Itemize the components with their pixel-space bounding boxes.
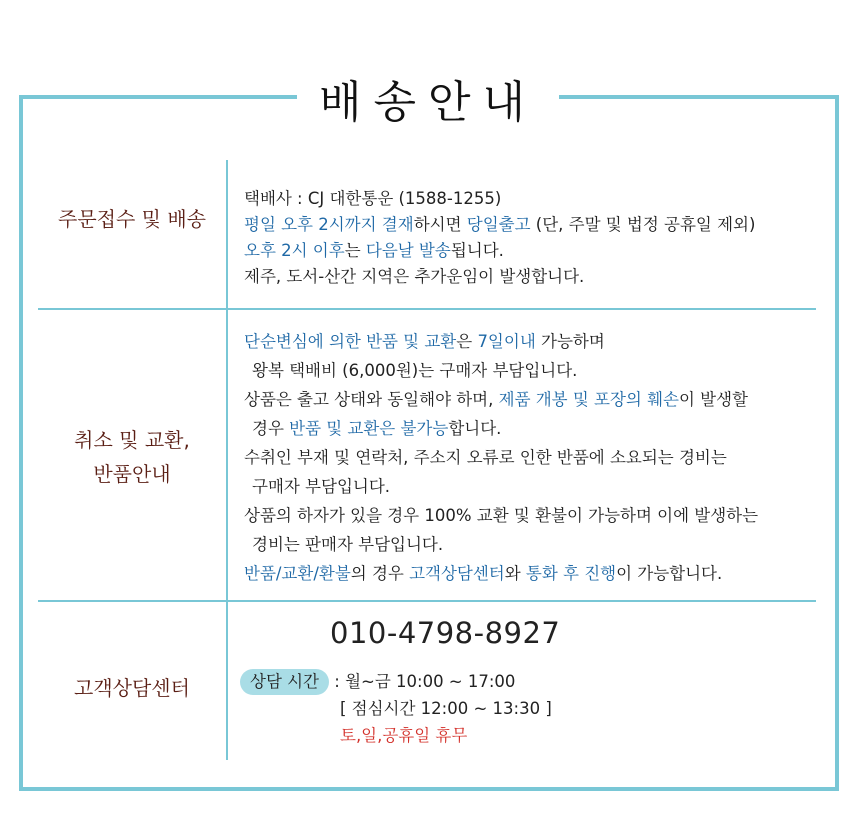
plain-text: 합니다. [448,419,502,438]
highlight-text: 반품/교환/환불 [244,564,351,583]
plain-text: 이 가능합니다. [616,564,723,583]
plain-text: 하시면 [413,215,467,234]
plain-text: 는 [344,241,366,260]
plain-text: 상품은 출고 상태와 동일해야 하며, [244,390,499,409]
highlight-text: 반품 및 교환은 불가능 [289,419,449,438]
plain-text: 의 경우 [350,564,410,583]
page-title: 배송안내 [318,77,537,128]
cancel-line [244,385,758,414]
highlight-text: 다음날 발송 [365,241,451,260]
extra-fee-line: 제주, 도서-산간 지역은 추가운임이 발생합니다. [244,267,585,286]
highlight-text: 7일이내 [477,332,536,351]
plain-text: 이 발생할 [679,390,749,409]
highlight-text: 오후 2시 이후 [244,241,345,260]
support-label: 고객상담센터 [74,676,190,700]
highlight-text: 평일 오후 2시까지 결재 [244,215,414,234]
next-day-line [244,238,755,264]
hours-badge: 상담 시간 [240,669,329,695]
cancel-line [244,414,758,443]
shipping-content [244,186,755,290]
plain-text: 가능하며 [535,332,605,351]
highlight-text: 통화 후 진행 [525,564,617,583]
plain-text: 경우 [252,419,290,438]
weekday-hours: : 월~금 10:00 ~ 17:00 [329,672,516,691]
shipping-label: 주문접수 및 배송 [58,207,206,231]
row-divider-1 [38,308,816,310]
highlight-text: 고객상담센터 [409,564,505,583]
cancel-label-line1: 취소 및 교환, [74,428,190,452]
cancel-line [244,559,758,588]
closed-days: 토,일,공휴일 휴무 [340,726,468,745]
cancel-label [38,423,226,491]
cancel-line: 경비는 판매자 부담입니다. [252,535,444,554]
weekday-hours-line [240,668,552,695]
column-divider [226,160,228,760]
cancel-line: 상품의 하자가 있을 경우 100% 교환 및 환불이 가능하며 이에 발생하는 [244,506,759,525]
highlight-text: 제품 개봉 및 포장의 훼손 [498,390,679,409]
plain-text: (단, 주말 및 법정 공휴일 제외) [530,215,756,234]
highlight-text: 당일출고 [466,215,531,234]
plain-text: 와 [504,564,526,583]
same-day-line [244,212,755,238]
plain-text: 됩니다. [450,241,504,260]
phone-number[interactable]: 010-4798-8927 [330,616,561,650]
cancel-label-line2: 반품안내 [93,462,171,486]
cancel-content [244,327,758,588]
row-divider-2 [38,600,816,602]
cancel-line [244,327,758,356]
highlight-text: 단순변심에 의한 반품 및 교환 [244,332,457,351]
cancel-line: 수취인 부재 및 연락처, 주소지 오류로 인한 반품에 소요되는 경비는 [244,448,727,467]
plain-text: 은 [456,332,478,351]
support-hours [240,668,552,749]
cancel-line: 구매자 부담입니다. [252,477,391,496]
lunch-hours: [ 점심시간 12:00 ~ 13:30 ] [340,699,552,718]
cancel-line: 왕복 택배비 (6,000원)는 구매자 부담입니다. [252,361,578,380]
courier-line: 택배사 : CJ 대한통운 (1588-1255) [244,189,502,208]
